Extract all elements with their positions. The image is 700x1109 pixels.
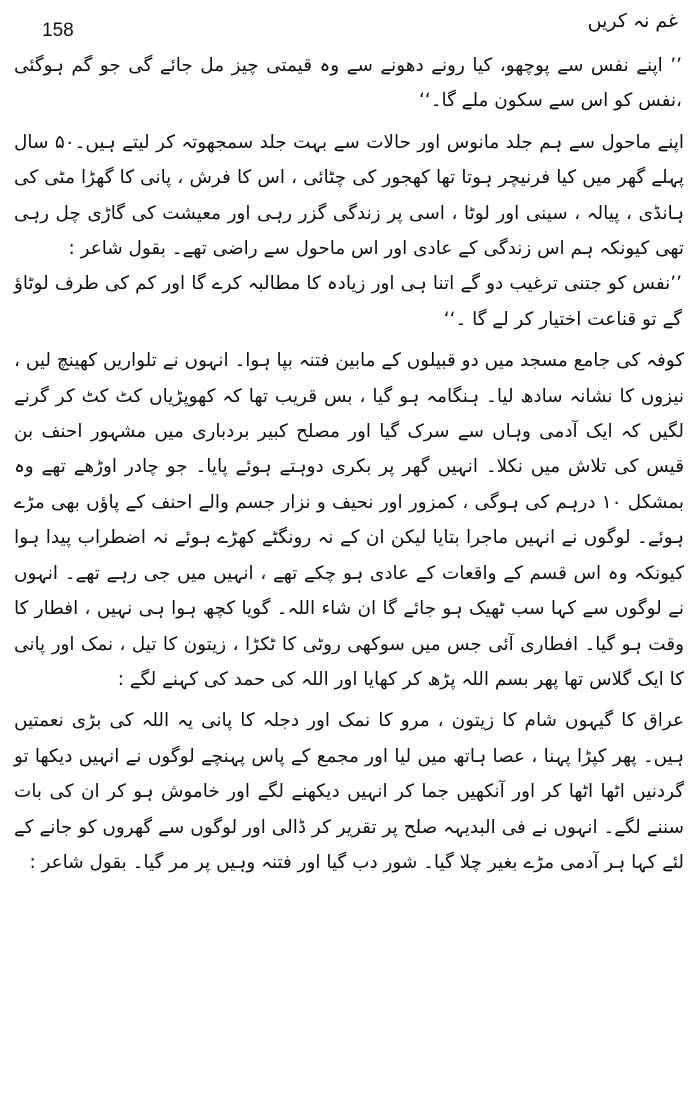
body-paragraph-2: کوفہ کی جامع مسجد میں دو قبیلوں کے مابین فتنہ بپا ہوا۔ انہوں نے تلواریں کھینچ لیں ، نیزوں کا نشانہ سادھ لیا۔ ہنگامہ ہو گیا ، بس قریب تھا کہ کھوپڑیاں کٹ کٹ کر گرنے لگیں کہ ایک آدمی وہاں سے سرک گیا اور مصلح کبیر بردباری میں مشہور احنف بن قیس کی تلاش میں نکلا۔ انہیں گھر پر بکری دوہتے ہوئے پایا۔ جو چادر اوڑھے تھے وہ بمشکل ۱۰ درہم کی ہوگی ، کمزور اور نحیف و نزار جسم والے احنف کے پاؤں بھی مڑے ہوئے۔ لوگوں نے انہیں ماجرا بتایا لیکن ان کے نہ رونگٹے کھڑے ہوئے نہ اضطراب پیدا ہوا کیونکہ وہ اس قسم کے واقعات کے عادی ہو چکے تھے ، انہیں میں جی رہے تھے۔ انہوں نے لوگوں سے کہا سب ٹھیک ہو جائے گا ان شاء اللہ۔ گویا کچھ ہوا ہی نہیں ، افطار کا وقت ہو گیا۔ افطاری آئی جس میں سوکھی روٹی کا ٹکڑا ، زیتون کا تیل ، نمک اور پانی کا ایک گلاس تھا پھر بسم اللہ پڑھ کر کھایا اور اللہ کی حمد کی کہنے لگے : — [14, 350, 684, 690]
running-title: غم نہ کریں — [587, 10, 678, 32]
page-body — [14, 48, 684, 880]
body-paragraph-3: عراق کا گیہوں شام کا زیتون ، مرو کا نمک اور دجلہ کا پانی یہ اللہ کی بڑی نعمتیں ہیں۔ پھر کپڑا پہنا ، عصا ہاتھ میں لیا اور مجمع کے پاس پہنچے لوگوں نے انہیں دیکھا تو گردنیں اٹھا اٹھا کر اور آنکھیں جما کر انہیں دیکھنے لگے اور خاموش ہو کر ان کی بات سننے لگے۔ انہوں نے فی البدیہہ صلح پر تقریر کر ڈالی اور لوگوں سے گھروں کو جانے کے لئے کہا ہر آدمی مڑے بغیر چلا گیا۔ شور دب گیا اور فتنہ وہیں پر مر گیا۔ بقول شاعر : — [14, 710, 684, 873]
body-paragraph-1: اپنے ماحول سے ہم جلد مانوس اور حالات سے بہت جلد سمجھوتہ کر لیتے ہیں۔۵۰ سال پہلے گھر میں کیا فرنیچر ہوتا تھا کھجور کی چٹائی ، اس کا فرش ، پانی کا گھڑا مٹی کی ہانڈی ، پیالہ ، سینی اور لوٹا ، اسی پر زندگی گزر رہی اور معیشت کی گاڑی چل رہی تھی کیونکہ ہم اس زندگی کے عادی اور اس ماحول سے راضی تھے۔ بقول شاعر : — [14, 131, 684, 260]
page-header — [14, 8, 684, 48]
quote-paragraph-1: ’’ اپنے نفس سے پوچھو، کیا رونے دھونے سے وہ قیمتی چیز مل جائے گی جو گم ہوگئی ،نفس کو اس سے سکون ملے گا۔‘‘ — [14, 55, 682, 112]
page-number: 158 — [42, 20, 74, 41]
quote-paragraph-2: ’’نفس کو جتنی ترغیب دو گے اتنا ہی اور زیادہ کا مطالبہ کرے گا اور کم کی طرف لوٹاؤ گے تو قناعت اختیار کر لے گا ۔‘‘ — [14, 273, 682, 330]
